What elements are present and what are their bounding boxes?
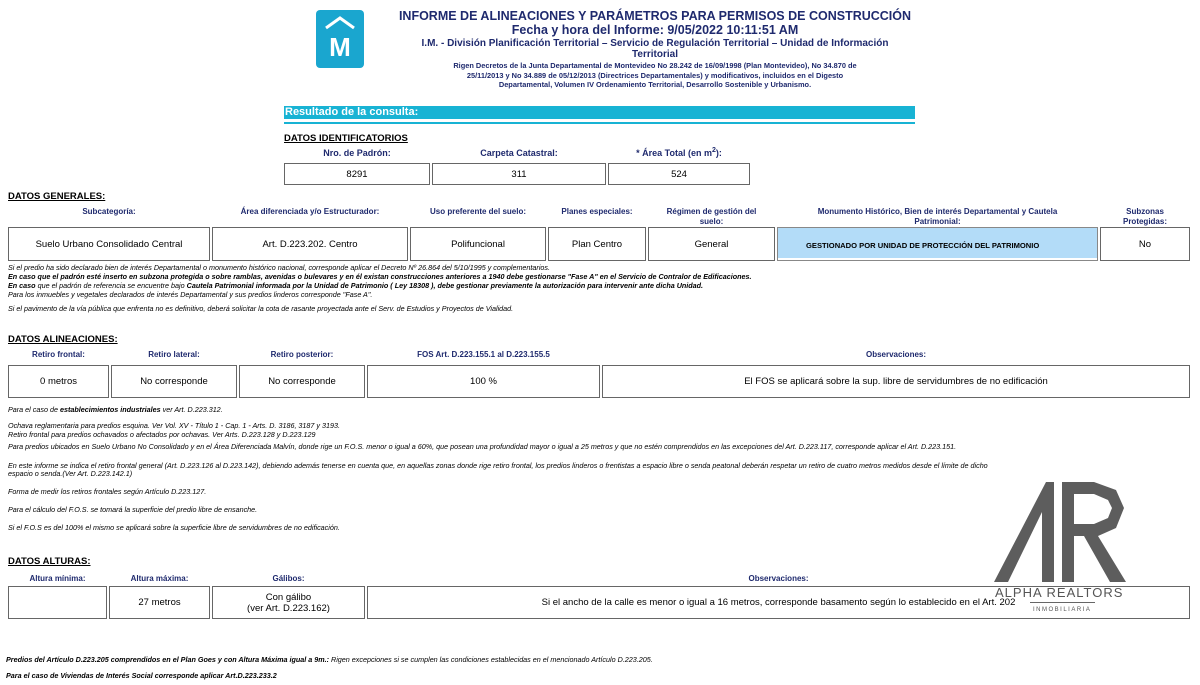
- subcategoria-value: Suelo Urbano Consolidado Central: [8, 227, 210, 261]
- observaciones-value: El FOS se aplicará sobre la sup. libre de servidumbres de no edificación: [602, 365, 1190, 398]
- note-text: que el padrón de referencia se encuentre bajo: [35, 281, 187, 290]
- decrees-line: Rigen Decretos de la Junta Departamental de Montevideo No 28.242 de 16/09/1998 (Plan Montevideo), No 34.870 de: [453, 61, 857, 70]
- alineaciones-note: Si el F.O.S es del 100% el mismo se aplicará sobre la superficie libre de servidumbres de no edificación.: [8, 523, 340, 532]
- alineaciones-note: espacio o senda.(Ver Art. D.223.142.1): [8, 469, 133, 478]
- alturas-observaciones-value: Si el ancho de la calle es menor o igual a 16 metros, corresponde basamento según lo establecido en el Art. 202: [367, 586, 1190, 619]
- area-dif-value: Art. D.223.202. Centro: [212, 227, 408, 261]
- retiro-posterior-value: No corresponde: [239, 365, 365, 398]
- result-bar: Resultado de la consulta:: [284, 106, 915, 119]
- subzonas-header: [1100, 207, 1190, 226]
- fos-value: 100 %: [367, 365, 600, 398]
- regimen-value: General: [648, 227, 775, 261]
- regimen-header-line: Régimen de gestión del: [666, 207, 757, 216]
- planes-value: Plan Centro: [548, 227, 646, 261]
- note-text: Para el caso de: [8, 405, 60, 414]
- area-label-sup: 2: [711, 147, 716, 154]
- decrees-line: Departamental, Volumen IV Ordenamiento Territorial, Desarrollo Sostenible y Urbanismo.: [498, 80, 812, 89]
- note-bold: Cautela Patrimonial informada por la Unidad de Patrimonio ( Ley 18308 ), debe gestionar previamente la autorización para intervenir ante dicha Unidad.: [186, 281, 704, 290]
- report-decrees: [390, 61, 920, 90]
- monumento-value: [777, 227, 1098, 261]
- generales-note: En caso que el padrón esté inserto en subzona protegida o sobre ramblas, avenidas o bulevares y en él existan construcciones anteriores a 1940 debe gestionarse "Fase A" en el Servicio de Contralor de Edificaciones.: [8, 272, 752, 281]
- galibos-line: (ver Art. D.223.162): [247, 602, 330, 614]
- area-label: [608, 146, 750, 159]
- note-bold: Predios del Artículo D.223.205 comprendidos en el Plan Goes y con Altura Máxima igual a 9m.:: [6, 655, 330, 664]
- note-bold: En caso: [8, 281, 36, 290]
- fos-header: FOS Art. D.223.155.1 al D.223.155.5: [417, 350, 550, 359]
- alineaciones-note: [8, 406, 223, 415]
- generales-title: DATOS GENERALES:: [8, 191, 106, 202]
- area-label-text: * Área Total (en m: [636, 148, 712, 158]
- area-dif-header: Área diferenciada y/o Estructurador:: [240, 207, 380, 216]
- galibos-line: Con gálibo: [265, 591, 312, 603]
- alineaciones-note: En este informe se indica el retiro frontal general (Art. D.223.126 al D.223.142), debiendo además tenerse en cuenta que, en aquellas zonas donde rige retiro frontal, los predios linderos o frentistas a espacio libre o senda peatonal deberán respetar un retiro de cuatro metros medidos desde el límite de dicho: [8, 461, 988, 470]
- alturas-note: [6, 656, 653, 665]
- uso-value: Polifuncional: [410, 227, 546, 261]
- uso-header: Uso preferente del suelo:: [429, 207, 527, 216]
- alineaciones-title: DATOS ALINEACIONES:: [8, 334, 118, 345]
- alineaciones-note: Forma de medir los retiros frontales según Artículo D.223.127.: [8, 487, 207, 496]
- monumento-text: GESTIONADO POR UNIDAD DE PROTECCIÓN DEL PATRIMONIO: [806, 241, 1040, 250]
- retiro-posterior-header: Retiro posterior:: [270, 350, 334, 359]
- logo-letter: M: [329, 32, 351, 62]
- altura-maxima-value: 27 metros: [109, 586, 210, 619]
- watermark-name: ALPHA REALTORS: [995, 585, 1124, 600]
- observaciones-header: Observaciones:: [865, 350, 927, 359]
- subcategoria-header: Subcategoría:: [82, 207, 136, 216]
- report-date: Fecha y hora del Informe: 9/05/2022 10:11:51 AM: [511, 23, 799, 37]
- house-icon: [316, 10, 364, 68]
- padron-value: 8291: [284, 163, 430, 185]
- galibos-header: Gálibos:: [272, 574, 305, 583]
- decrees-line: 25/11/2013 y No 34.889 de 05/12/2013 (Directrices Departamentales) y modificativos, incluidos en el Digesto: [466, 70, 844, 80]
- subzonas-header-line: Protegidas:: [1122, 216, 1167, 226]
- ar-logo-icon: [994, 478, 1130, 582]
- watermark-divider: [1030, 602, 1095, 603]
- watermark-logo: [994, 478, 1130, 582]
- note-text: Rigen excepciones si se cumplen las condiciones establecidas en el mencionado Artículo D.223.205.: [329, 655, 653, 664]
- alineaciones-note: Para el cálculo del F.O.S. se tomará la superficie del predio libre de ensanche.: [8, 505, 258, 514]
- im-logo: [316, 10, 364, 68]
- altura-maxima-header: Altura máxima:: [130, 574, 189, 583]
- galibos-value: [212, 586, 365, 619]
- altura-minima-value: [8, 586, 107, 619]
- altura-minima-header: Altura mínima:: [29, 574, 86, 583]
- note-text: ver Art. D.223.312.: [160, 405, 223, 414]
- retiro-frontal-value: 0 metros: [8, 365, 109, 398]
- alturas-note: Para el caso de Viviendas de Interés Social corresponde aplicar Art.D.223.233.2: [6, 671, 277, 680]
- monumento-header: [777, 207, 1098, 226]
- alturas-observaciones-header: Observaciones:: [748, 574, 809, 583]
- watermark-sub: INMOBILIARIA: [1033, 607, 1092, 613]
- area-label-end: ):: [715, 148, 722, 158]
- planes-header: Planes especiales:: [561, 207, 633, 216]
- regimen-header-line: suelo:: [699, 216, 724, 226]
- org-line: Territorial: [632, 49, 678, 60]
- alineaciones-note: Retiro frontal para predios ochavados o afectados por ochavas. Ver Arts. D.223.128 y D.223.129: [8, 430, 316, 439]
- area-value: 524: [608, 163, 750, 185]
- monumento-header-line: Monumento Histórico, Bien de interés Departamental y Cautela: [817, 207, 1058, 216]
- alineaciones-note: Para predios ubicados en Suelo Urbano No Consolidado y en el Área Diferenciada Malvín, donde rige un F.O.S. menor o igual a 60%, que posean una profundidad mayor o igual a 25 metros y que no estén comprendidos en las excepciones del Art. D.223.117, corresponde aplicar el Art. D.223.151.: [8, 442, 957, 451]
- retiro-lateral-value: No corresponde: [111, 365, 237, 398]
- generales-note: Para los inmuebles y vegetales declarados de interés Departamental y sus predios linderos corresponde "Fase A".: [8, 290, 373, 299]
- generales-note: Si el pavimento de la vía pública que enfrenta no es definitivo, deberá solicitar la cota de rasante proyectada ante el Serv. de Estudios y Proyectos de Vialidad.: [8, 304, 514, 313]
- divider: [284, 122, 915, 124]
- alineaciones-note: Ochava reglamentaria para predios esquina. Ver Vol. XV - Título 1 - Cap. 1 - Arts. D. 3186, 3187 y 3193.: [8, 421, 340, 430]
- retiro-frontal-header: Retiro frontal:: [32, 350, 85, 359]
- subzonas-header-line: Subzonas: [1126, 207, 1164, 216]
- carpeta-value: 311: [432, 163, 606, 185]
- alturas-title: DATOS ALTURAS:: [8, 556, 91, 567]
- carpeta-label: Carpeta Catastral:: [480, 148, 558, 158]
- report-organization: [390, 38, 920, 60]
- report-title: INFORME DE ALINEACIONES Y PARÁMETROS PARA PERMISOS DE CONSTRUCCIÓN: [398, 9, 912, 23]
- org-line: I.M. - División Planificación Territorial – Servicio de Regulación Territorial – Unidad de Información: [421, 38, 889, 49]
- note-bold: establecimientos industriales: [59, 405, 161, 414]
- generales-note: Si el predio ha sido declarado bien de interés Departamental o monumento histórico nacional, corresponde aplicar el Decreto Nº 26.864 del 5/10/1995 y complementarios.: [8, 263, 551, 272]
- retiro-lateral-header: Retiro lateral:: [148, 350, 200, 359]
- subzonas-value: No: [1100, 227, 1190, 261]
- padron-label: Nro. de Padrón:: [323, 148, 391, 158]
- identificatorios-title: DATOS IDENTIFICATORIOS: [284, 133, 408, 144]
- monumento-header-line: Patrimonial:: [914, 216, 961, 226]
- regimen-header: [648, 207, 775, 226]
